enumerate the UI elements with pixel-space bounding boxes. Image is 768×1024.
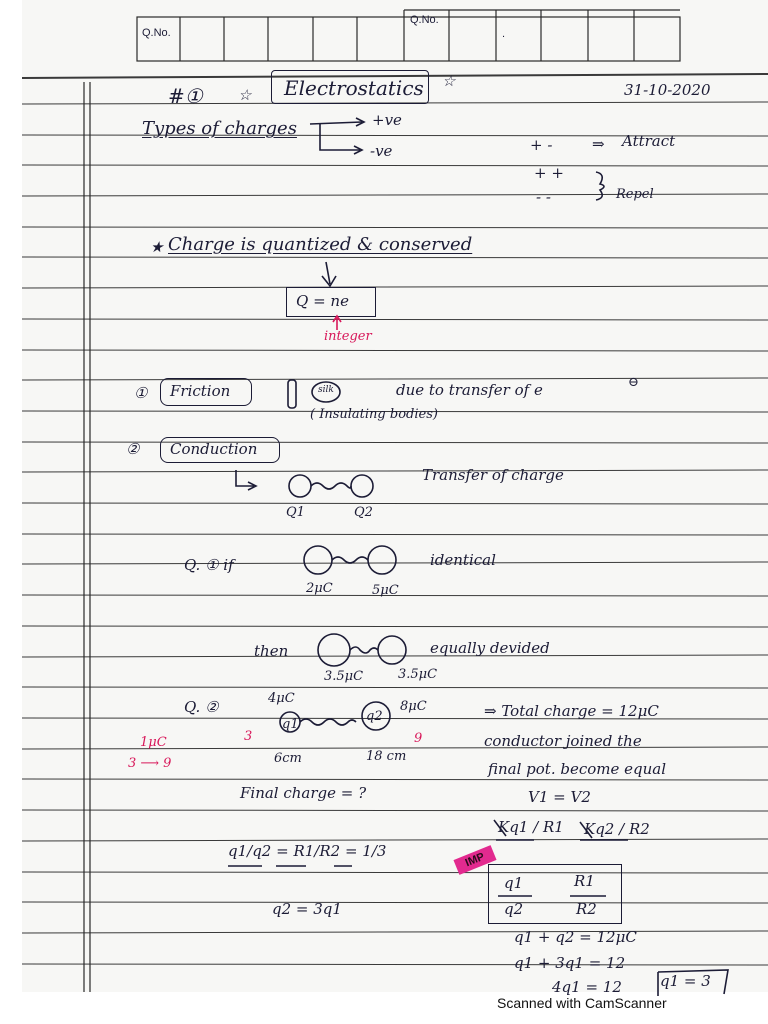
ratio-equation: q1/q2 = R1/R2 = 1/3 [228,842,387,860]
friction-number: ① [134,384,148,402]
q2-wire [300,719,356,725]
sum-equation: q1 + q2 = 12μC [514,928,637,946]
connecting-wire [311,483,351,489]
four-q1-equation: 4q1 = 12 [552,978,622,996]
sphere-label-q1: Q1 [286,505,305,520]
q2-sphere-left-icon [280,712,300,732]
pink-ratio: 3 ⟶ 9 [128,756,172,771]
insulating-bodies: ( Insulating bodies) [310,407,438,422]
silk-cloth-icon [312,382,340,402]
attract-word: Attract [622,132,676,150]
then-wire [350,647,378,653]
strike-k-right [580,822,592,838]
q2-sphere-left: q1 [282,717,299,732]
scanner-watermark: Scanned with CamScanner [497,995,667,1011]
negative-charge: -ve [370,142,393,160]
conduction-label: Conduction [170,440,258,458]
qno-dot: . [502,28,506,40]
then-sphere-left-icon [318,634,350,666]
q2-equals-3q1: q2 = 3q1 [272,900,342,918]
v1-equals-v2: V1 = V2 [528,788,591,806]
topic-title: Electrostatics [284,76,424,100]
q1-result-right: 3.5μC [398,667,438,682]
q1-wire [332,557,368,563]
conduction-number: ② [126,440,140,458]
final-pot-line: final pot. become equal [488,760,667,778]
pink-9: 9 [414,731,423,746]
repel-signs-1: + + [534,164,564,182]
q2-charge-left: 4μC [268,691,295,706]
total-charge-line: ⇒ Total charge = 12μC [484,702,659,720]
q1-right-charge: 5μC [372,583,399,598]
kq2-over-r2: Kq2 / R2 [584,820,650,838]
q1-sphere-right-icon [368,546,396,574]
q2-sphere-right-icon [362,702,390,730]
question-2-label: Q. ② [184,698,219,716]
equally-divided: equally devided [430,639,550,657]
down-arrow [322,262,336,286]
final-charge-question: Final charge = ? [240,784,367,802]
ratio-box-R2: R2 [576,900,597,918]
electron-symbol: ⊖ [628,375,639,390]
q1-left-charge: 2μC [306,581,333,596]
then-word: then [254,642,289,660]
transfer-of-charge: Transfer of charge [422,466,564,484]
attract-signs: + - [530,136,553,154]
friction-label: Friction [170,382,231,400]
sphere-q2-icon [351,475,373,497]
quantized-statement: Charge is quantized & conserved [168,234,473,255]
sphere-q1-icon [289,475,311,497]
kq1-over-r1: Kq1 / R1 [498,818,564,836]
repel-signs-2: - - [536,188,551,206]
attract-arrow: ⇒ [592,135,605,153]
qno-label-right: Q.No. [410,14,439,26]
types-of-charges-label: Types of charges [142,118,297,139]
imp-badge: IMP [453,845,496,875]
q1-sphere-left-icon [304,546,332,574]
glass-rod-icon [288,380,296,408]
formula-q-ne: Q = ne [296,292,349,310]
q2-charge-right: 8μC [400,699,427,714]
final-answer: q1 = 3 [660,972,711,990]
sphere-label-q2: Q2 [354,505,373,520]
repel-brace [596,172,604,200]
silk-label: silk [318,385,334,395]
pink-uc: 1μC [140,735,167,750]
integer-label: integer [324,329,372,344]
q2-sphere-right: q2 [366,709,383,724]
topic-star-left: ☆ [238,86,252,104]
substituted-equation: q1 + 3q1 = 12 [514,954,626,972]
pink-3: 3 [244,729,253,744]
q2-radius-right: 18 cm [366,749,407,764]
identical-word: identical [430,551,496,569]
positive-charge: +ve [372,111,402,129]
conduction-arrow [236,470,256,490]
q2-radius-left: 6cm [274,751,302,766]
then-sphere-right-icon [378,636,406,664]
strike-k-left [494,820,506,836]
conductor-joined-line: conductor joined the [484,732,642,750]
question-1-label: Q. ① if [184,556,234,574]
star-bullet: ★ [150,238,164,256]
topic-date: 31-10-2020 [624,81,711,99]
ratio-box-q2: q2 [504,900,524,918]
integer-arrow [333,316,341,330]
answer-box [658,970,728,996]
q1-result-left: 3.5μC [324,669,364,684]
qno-label-left: Q.No. [142,27,171,39]
ratio-box-R1: R1 [574,872,595,890]
friction-description: due to transfer of e [396,381,543,399]
plus-arrow-line [310,122,362,124]
topic-star-right: ☆ [442,72,456,90]
topic-number: #① [168,84,203,108]
repel-word: Repel [616,187,654,202]
ratio-box-q1: q1 [504,874,524,892]
